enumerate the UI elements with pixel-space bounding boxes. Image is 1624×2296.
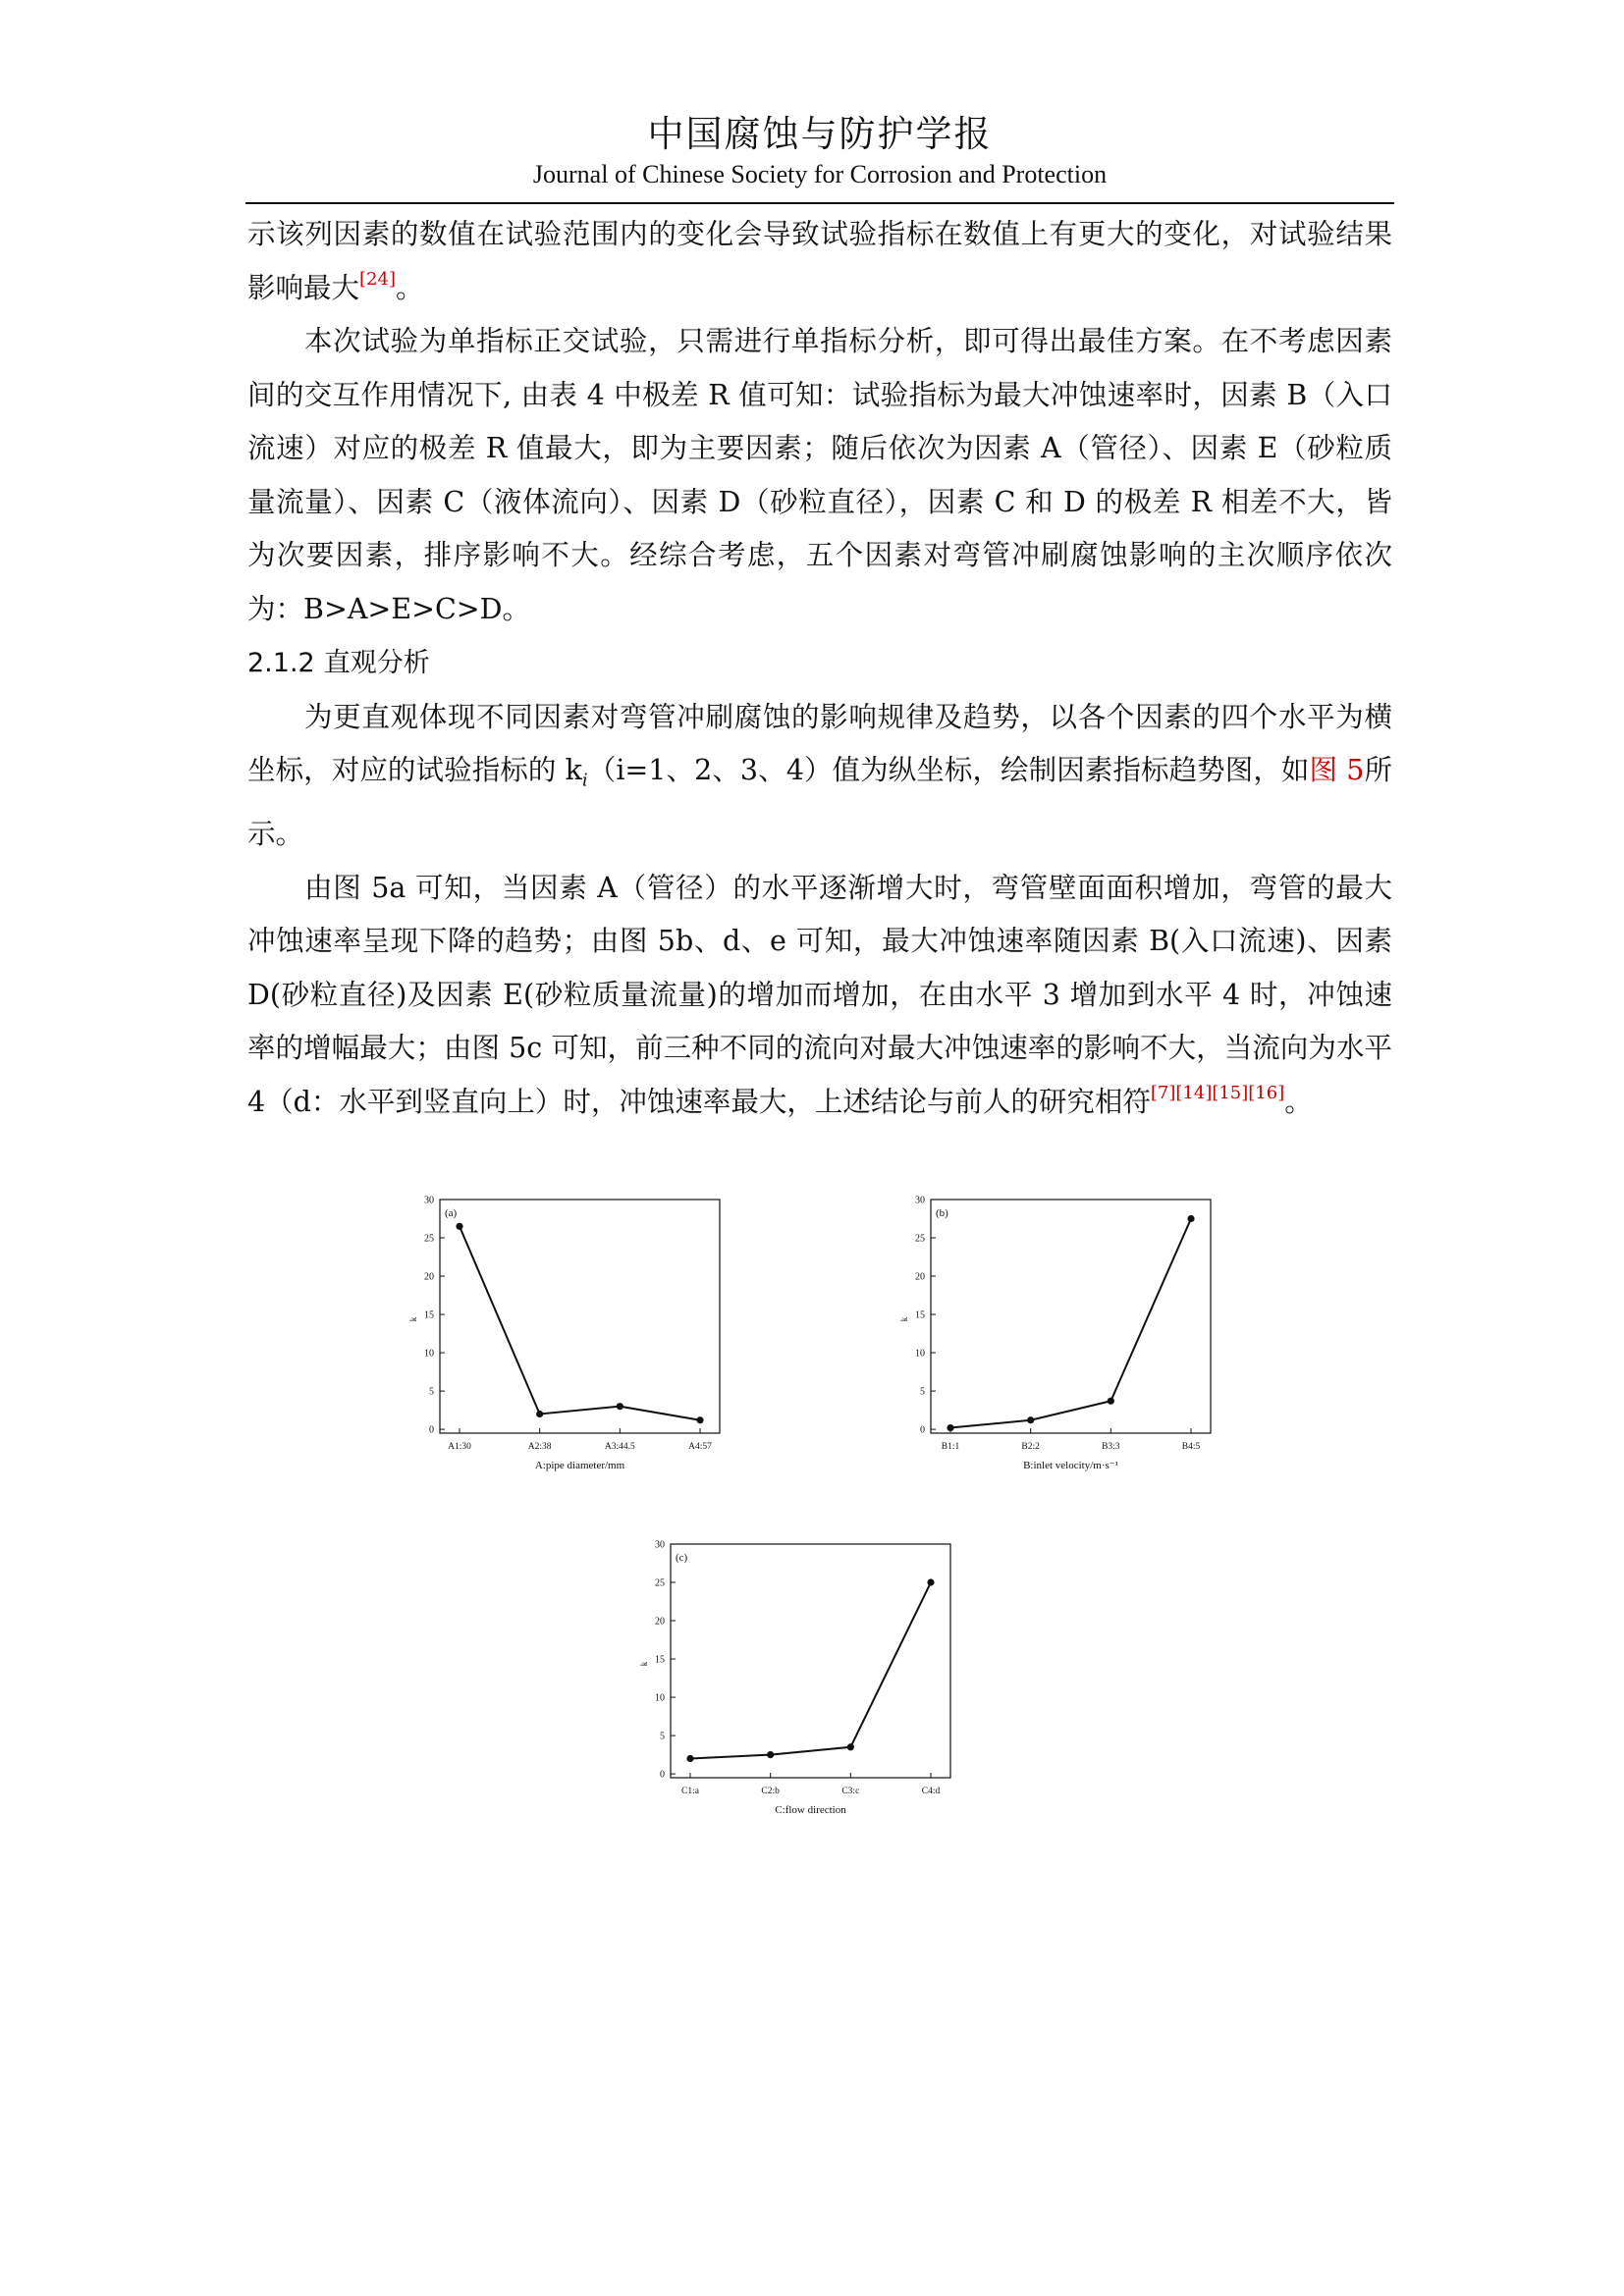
- y-tick-label: 15: [915, 1309, 925, 1321]
- x-tick-label: B1:1: [941, 1442, 960, 1452]
- citation-links[interactable]: [7][14][15][16]: [1150, 1082, 1285, 1103]
- paragraph-4: [247, 862, 1392, 1130]
- y-tick-label: 0: [920, 1424, 925, 1436]
- data-point: [686, 1755, 693, 1762]
- x-tick-label: C2:b: [761, 1787, 780, 1796]
- body-text: [247, 208, 1392, 1129]
- data-point: [617, 1403, 623, 1410]
- y-tick-label: 30: [915, 1195, 925, 1206]
- y-tick-label: 25: [424, 1233, 434, 1245]
- x-tick-label: B4:5: [1181, 1442, 1201, 1452]
- y-axis-label: k: [408, 1316, 418, 1322]
- x-tick-label: C3:c: [841, 1787, 860, 1796]
- subscript-i: i: [581, 770, 588, 791]
- y-tick-label: 5: [920, 1386, 925, 1398]
- y-tick-label: 0: [660, 1769, 665, 1781]
- figure-link[interactable]: 图 5: [1309, 754, 1365, 786]
- y-tick-label: 25: [915, 1233, 925, 1245]
- series-line: [690, 1582, 931, 1758]
- data-point: [456, 1223, 462, 1230]
- y-tick-label: 10: [915, 1348, 925, 1360]
- y-tick-label: 10: [655, 1692, 665, 1704]
- y-tick-label: 20: [424, 1271, 434, 1283]
- paragraph-1-end: 。: [395, 271, 424, 304]
- x-axis-label: A:pipe diameter/mm: [534, 1460, 625, 1471]
- x-tick-label: C4:d: [921, 1787, 941, 1796]
- y-tick-label: 30: [424, 1195, 434, 1206]
- x-axis-label: C:flow direction: [775, 1804, 846, 1816]
- section-number: 2.1.2: [247, 648, 315, 678]
- y-axis-label: k: [639, 1661, 649, 1667]
- series-line: [460, 1226, 700, 1419]
- paragraph-4-end: 。: [1284, 1085, 1313, 1118]
- paragraph-1-text: 示该列因素的数值在试验范围内的变化会导致试验指标在数值上有更大的变化，对试验结果影响最大: [247, 218, 1392, 304]
- y-tick-label: 15: [655, 1654, 665, 1666]
- data-point: [1108, 1398, 1114, 1405]
- data-point: [847, 1743, 854, 1750]
- section-title: 直观分析: [323, 648, 430, 678]
- data-point: [767, 1751, 774, 1758]
- section-heading: [247, 636, 1392, 691]
- y-tick-label: 25: [655, 1577, 665, 1589]
- data-point: [927, 1578, 934, 1585]
- plot-frame: [671, 1544, 950, 1778]
- paragraph-3-text-a: 为更直观体现不同因素对弯管冲刷腐蚀的影响规律及趋势，以各个因素的四个水平为横坐标，对应的试验指标的 k: [247, 700, 1392, 786]
- data-point: [1027, 1416, 1034, 1423]
- paragraph-2: 本次试验为单指标正交试验，只需进行单指标分析，即可得出最佳方案。在不考虑因素间的交互作用情况下, 由表 4 中极差 R 值可知：试验指标为最大冲蚀速率时，因素 B（入口流速）对应的极差 R 值最大，即为主要因素；随后依次为因素 A（管径）、因素 E（砂粒质量流量）、因素 C（液体流向）、因素 D（砂粒直径），因素 C 和 D 的极差 R 相差不大，皆为次要因素，排序影响不大。经综合考虑，五个因素对弯管冲刷腐蚀影响的主次顺序依次为：B>A>E>C>D。: [247, 325, 1392, 625]
- journal-title-cn: 中国腐蚀与防护学报: [647, 113, 993, 155]
- data-point: [1187, 1215, 1194, 1222]
- paragraph-3-text-c: 所示。: [247, 754, 1392, 851]
- x-axis-label: B:inlet velocity/m·s⁻¹: [1023, 1460, 1118, 1471]
- header-rule: [245, 202, 1394, 204]
- panel-label: (a): [445, 1207, 458, 1219]
- plot-frame: [931, 1200, 1211, 1433]
- citation-link[interactable]: [24]: [359, 268, 396, 290]
- x-tick-label: A4:57: [688, 1442, 712, 1452]
- data-point: [947, 1424, 953, 1431]
- x-tick-label: C1:a: [681, 1787, 699, 1796]
- panel-label: (b): [936, 1207, 948, 1219]
- y-tick-label: 20: [655, 1616, 665, 1628]
- chart-b: [893, 1190, 1227, 1494]
- paragraph-4-text: 由图 5a 可知，当因素 A（管径）的水平逐渐增大时，弯管壁面面积增加，弯管的最大冲蚀速率呈现下降的趋势；由图 5b、d、e 可知，最大冲蚀速率随因素 B(入口流速)、因素D(砂粒直径)及因素 E(砂粒质量流量)的增加而增加，在由水平 3 增加到水平 4 时，冲蚀速率的增幅最大；由图 5c 可知，前三种不同的流向对最大冲蚀速率的影响不大，当流向为水平 4（d：水平到竖直向上）时，冲蚀速率最大，上述结论与前人的研究相符: [247, 871, 1392, 1118]
- x-tick-label: A2:38: [527, 1442, 552, 1452]
- x-tick-label: A1:30: [448, 1442, 471, 1452]
- series-line: [950, 1219, 1191, 1428]
- x-tick-label: B3:3: [1102, 1442, 1120, 1452]
- y-tick-label: 10: [424, 1348, 434, 1360]
- journal-header: [245, 110, 1394, 190]
- y-axis-label: k: [899, 1316, 909, 1322]
- y-tick-label: 30: [655, 1539, 665, 1551]
- y-tick-label: 15: [424, 1309, 434, 1321]
- y-tick-label: 5: [429, 1386, 434, 1398]
- chart-a: [403, 1190, 736, 1494]
- paragraph-3: [247, 691, 1392, 862]
- paragraph-3-text-b: （i=1、2、3、4）值为纵坐标，绘制因素指标趋势图，如: [587, 754, 1310, 786]
- y-tick-label: 0: [429, 1424, 434, 1436]
- data-point: [536, 1411, 543, 1417]
- journal-title-en: Journal of Chinese Society for Corrosion and Protection: [532, 160, 1108, 188]
- y-tick-label: 20: [915, 1271, 925, 1283]
- chart-c: [633, 1534, 967, 1839]
- x-tick-label: A3:44.5: [604, 1442, 635, 1452]
- x-tick-label: B2:2: [1021, 1442, 1040, 1452]
- panel-label: (c): [676, 1552, 688, 1564]
- data-point: [696, 1416, 703, 1423]
- y-tick-label: 5: [660, 1731, 665, 1742]
- paragraph-1: [247, 208, 1392, 315]
- plot-frame: [440, 1200, 720, 1433]
